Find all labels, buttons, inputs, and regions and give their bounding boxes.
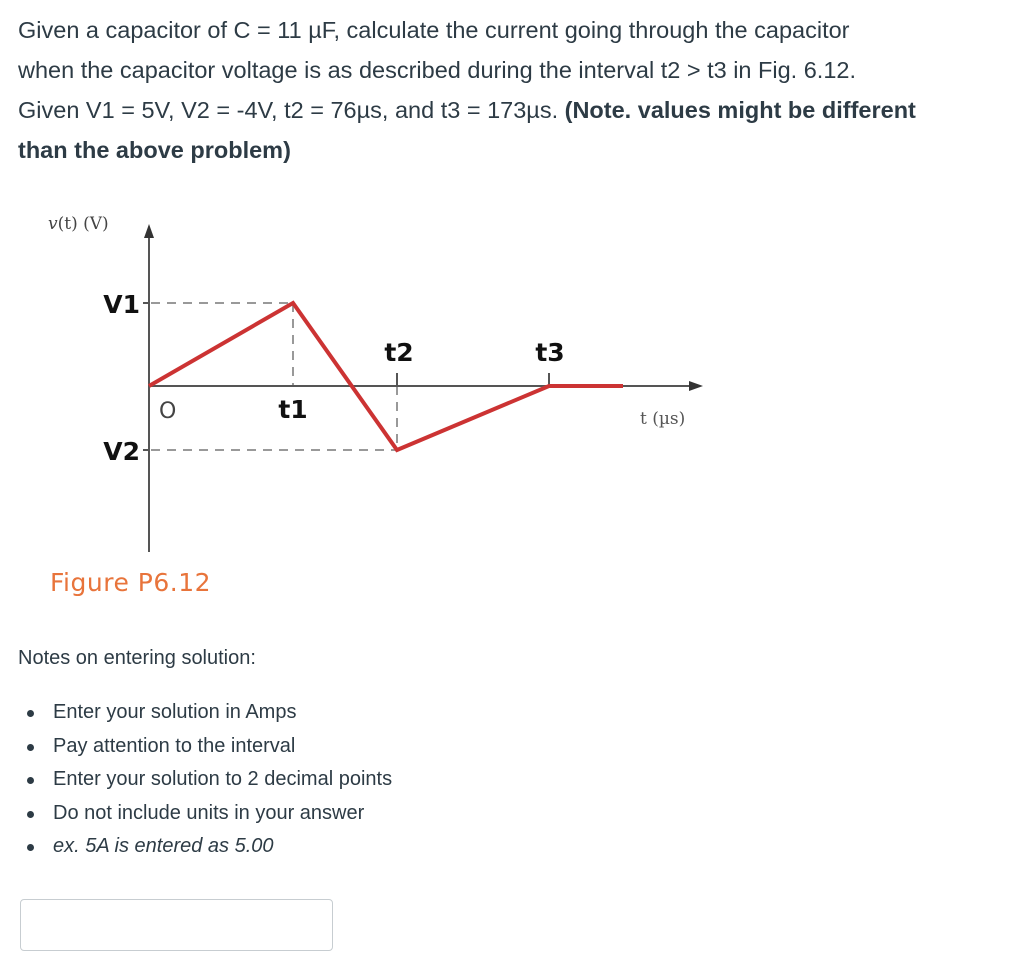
label-origin: O: [159, 399, 177, 424]
label-t1: t1: [278, 395, 308, 424]
note-item-example: ex. 5A is entered as 5.00: [18, 830, 392, 864]
notes-title: Notes on entering solution:: [18, 647, 256, 669]
question-line-1: Given a capacitor of C = 11 µF, calculate the current going through the capacitor: [18, 17, 850, 43]
question-line-2: when the capacitor voltage is as described during the interval t2 > t3 in Fig. 6.12.: [18, 57, 857, 83]
voltage-waveform-chart: [0, 190, 760, 610]
question-note: (Note. values might be different: [564, 97, 916, 123]
note-item: Enter your solution to 2 decimal points: [18, 763, 392, 797]
label-t3: t3: [535, 338, 565, 367]
y-axis-label: v(t) (V): [48, 214, 109, 234]
note-item: Do not include units in your answer: [18, 797, 392, 831]
label-t2: t2: [384, 338, 414, 367]
figure-caption: Figure P6.12: [50, 568, 212, 597]
question-line-4: [18, 130, 1008, 170]
question-text: [18, 10, 1008, 170]
voltage-waveform: [149, 303, 623, 450]
y-axis-arrow-icon: [144, 224, 154, 238]
x-axis-arrow-icon: [689, 381, 703, 391]
axes: [143, 232, 692, 552]
question-givens: Given V1 = 5V, V2 = -4V, t2 = 76µs, and t3 = 173µs.: [18, 97, 565, 123]
label-v1: V1: [103, 290, 140, 319]
note-item: Enter your solution in Amps: [18, 696, 392, 730]
x-axis-label: t (µs): [640, 409, 686, 429]
dashed-guides: [151, 303, 397, 450]
question-line-3: [18, 90, 1008, 130]
label-v2: V2: [103, 437, 140, 466]
question-note-cont: than the above problem): [18, 137, 291, 163]
answer-input[interactable]: [20, 899, 333, 951]
notes-list: [18, 696, 392, 864]
note-item: Pay attention to the interval: [18, 730, 392, 764]
figure-p6-12: [0, 190, 760, 610]
